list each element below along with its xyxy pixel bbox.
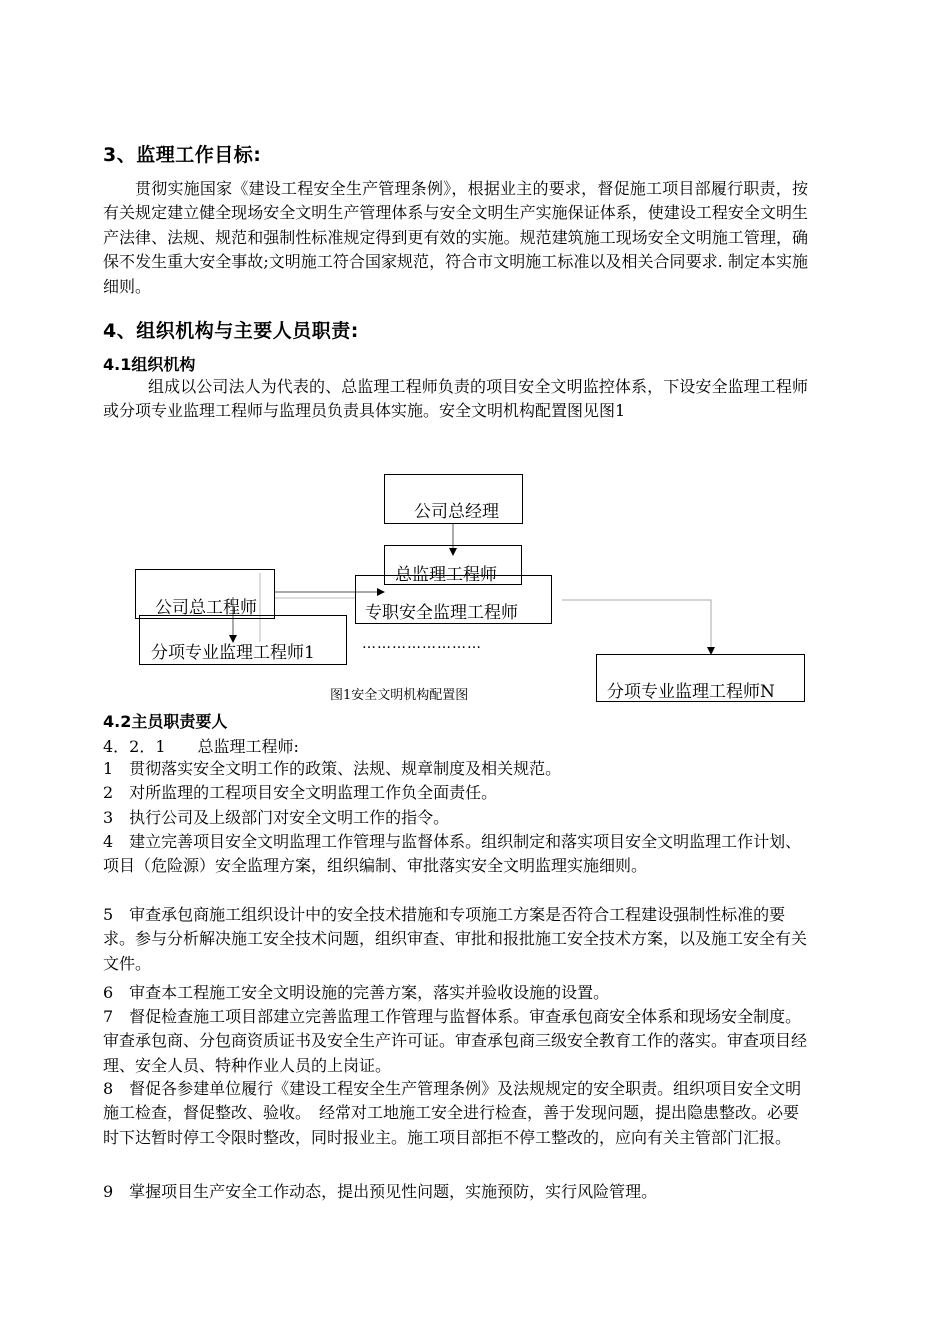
section-4-1-paragraph: 组成以公司法人为代表的、总监理工程师负责的项目安全文明监控体系，下设安全监理工程师或分项专业监理工程师与监理员负责具体实施。安全文明机构配置图见图1 bbox=[103, 377, 808, 421]
section-4-2-1-heading: 4．2．1 总监理工程师: bbox=[103, 737, 299, 756]
duty-item-3: 3 执行公司及上级部门对安全文明工作的指令。 bbox=[103, 808, 450, 827]
label-chief-engineer: 公司总工程师 bbox=[155, 598, 257, 618]
duty-item-8: 8 督促各参建单位履行《建设工程安全生产管理条例》及法规规定的安全职责。组织项目安全文明施工检查，督促整改、验收。 经常对工地施工安全进行检查，善于发现问题，提出隐患整改。必要时下达暂时停工令限时整改，同时报业主。施工项目部拒不停工整改的，应向有关主管部门汇报。 bbox=[103, 1079, 802, 1147]
duty-item-9: 9 掌握项目生产安全工作动态，提出预见性问题，实施预防，实行风险管理。 bbox=[103, 1182, 658, 1201]
section-3-heading: 3、监理工作目标: bbox=[103, 144, 262, 166]
duty-item-6: 6 审查本工程施工安全文明设施的完善方案，落实并验收设施的设置。 bbox=[103, 983, 610, 1002]
duty-item-7: 7 督促检查施工项目部建立完善监理工作管理与监督体系。审查承包商安全体系和现场安全制度。审查承包商、分包商资质证书及安全生产许可证。审查承包商三级安全教育工作的落实。审查项目经理、安全人员、特种作业人员的上岗证。 bbox=[103, 1007, 808, 1075]
section-4-1-heading: 4.1组织机构 bbox=[103, 355, 196, 374]
label-chief-supervisor: 总监理工程师 bbox=[395, 565, 497, 585]
label-specialist-1: 分项专业监理工程师1 bbox=[151, 643, 315, 663]
duty-item-1: 1 贯彻落实安全文明工作的政策、法规、规章制度及相关规范。 bbox=[103, 759, 562, 778]
figure-caption: 图1安全文明机构配置图 bbox=[330, 688, 469, 703]
section-4-2-heading: 4.2主员职责要人 bbox=[103, 712, 228, 731]
section-3-paragraph: 贯彻实施国家《建设工程安全生产管理条例》，根据业主的要求，督促施工项目部履行职责，按有关规定建立健全现场安全文明生产管理体系与安全文明生产实施保证体系，使建设工程安全文明生产法律、法规、规范和强制性标准规定得到更有效的实施。规范建筑施工现场安全文明施工管理，确保不发生重大安全事故;文明施工符合国家规范，符合市文明施工标准以及相关合同要求. 制定本实施细则。 bbox=[103, 179, 808, 296]
label-safety-supervisor: 专职安全监理工程师 bbox=[365, 603, 518, 623]
label-general-manager: 公司总经理 bbox=[414, 502, 499, 522]
connector-to-specialist-n bbox=[562, 600, 711, 654]
label-specialist-n: 分项专业监理工程师N bbox=[607, 682, 775, 702]
duty-item-2: 2 对所监理的工程项目安全文明监理工作负全面责任。 bbox=[103, 783, 498, 802]
label-ellipsis: …………………… bbox=[362, 636, 482, 652]
duty-item-5: 5 审查承包商施工组织设计中的安全技术措施和专项施工方案是否符合工程建设强制性标准的要求。参与分析解决施工安全技术问题，组织审查、审批和报批施工安全技术方案，以及施工安全有关文件。 bbox=[103, 905, 808, 973]
section-4-heading: 4、组织机构与主要人员职责: bbox=[103, 320, 359, 342]
duty-item-4: 4 建立完善项目安全文明监理工作管理与监督体系。组织制定和落实项目安全文明监理工作计划、项目（危险源）安全监理方案，组织编制、审批落实安全文明监理实施细则。 bbox=[103, 832, 802, 876]
